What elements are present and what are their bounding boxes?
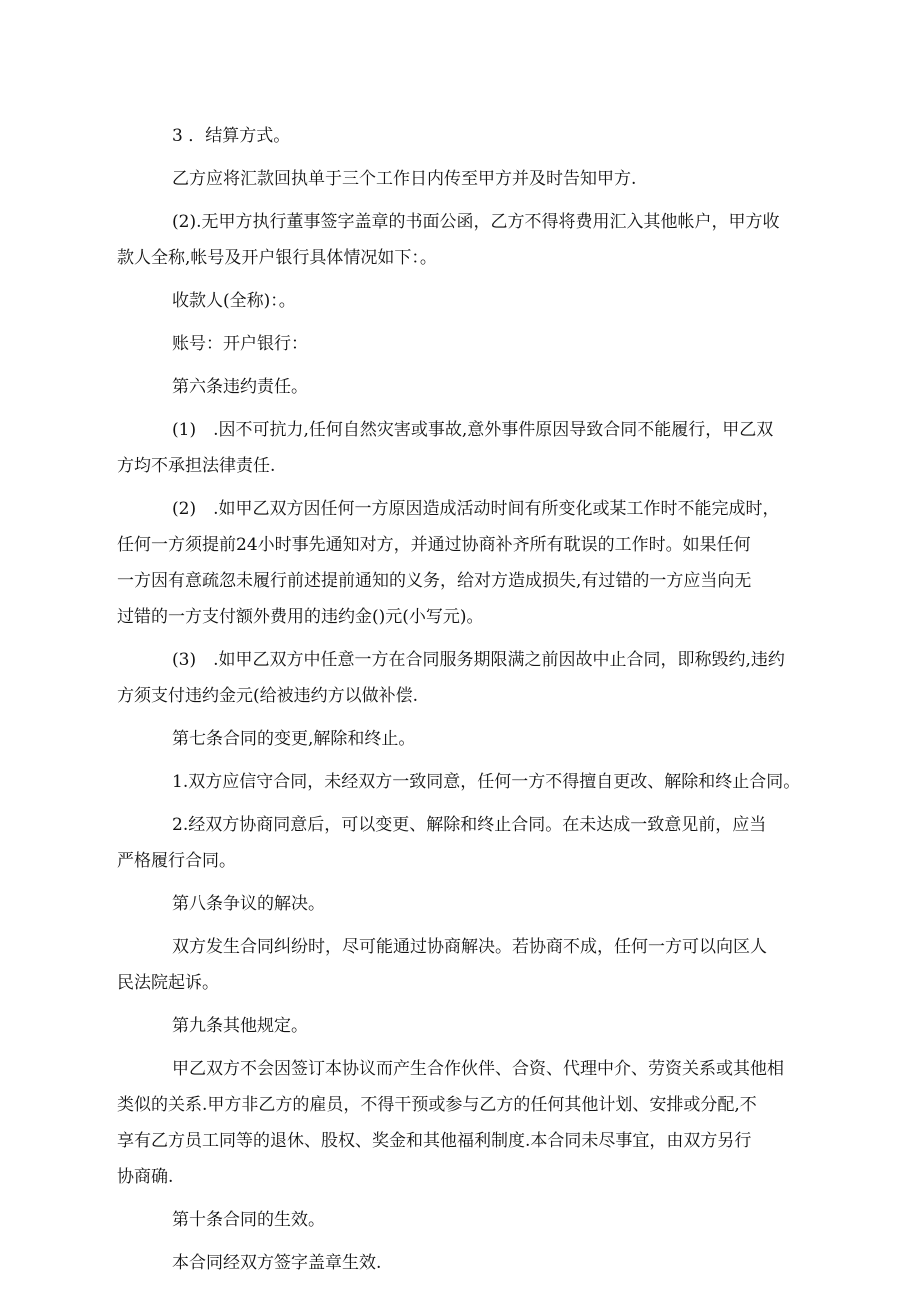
paragraph: [117, 412, 784, 484]
paragraph: [172, 1202, 784, 1238]
paragraph: [172, 1245, 784, 1281]
text-line: 过错的一方支付额外费用的违约金()元(小写元)。: [117, 607, 484, 627]
paragraph: [172, 161, 784, 197]
text-line: 一方因有意疏忽未履行前述提前通知的义务，给对方造成损失,有过错的一方应当向无: [117, 571, 752, 591]
paragraph: [172, 764, 801, 800]
text-line: 第八条争议的解决。: [172, 894, 325, 914]
text-line: 款人全称,帐号及开户银行具体情况如下：。: [117, 248, 437, 268]
paragraph: [117, 491, 784, 635]
text-line: 第六条违约责任。: [172, 377, 308, 397]
paragraph: [172, 118, 784, 154]
text-line: 乙方应将汇款回执单于三个工作日内传至甲方并及时告知甲方.: [172, 169, 637, 189]
paragraph: [117, 929, 784, 1001]
text-line: (3) .如甲乙双方中任意一方在合同服务期限满之前因故中止合同，即称毁约,违约: [172, 650, 785, 670]
text-line: 方须支付违约金元(给被违约方以做补偿.: [117, 686, 419, 706]
text-line: 类似的关系.甲方非乙方的雇员，不得干预或参与乙方的任何其他计划、安排或分配,不: [117, 1095, 757, 1115]
text-line: 第七条合同的变更,解除和终止。: [172, 729, 416, 749]
paragraph: [172, 283, 784, 319]
text-line: (2).无甲方执行董事签字盖章的书面公函，乙方不得将费用汇入其他帐户，甲方收: [172, 212, 780, 232]
text-line: 本合同经双方签字盖章生效.: [172, 1253, 382, 1273]
paragraph: [172, 1008, 784, 1044]
text-line: 甲乙双方不会因签订本协议而产生合作伙伴、合资、代理中介、劳资关系或其他相: [172, 1059, 784, 1079]
text-line: 1.双方应信守合同，未经双方一致同意，任何一方不得擅自更改、解除和终止合同。: [172, 772, 801, 792]
paragraph: [117, 204, 784, 276]
text-line: 3 ．结算方式。: [172, 126, 291, 146]
text-line: 第九条其他规定。: [172, 1016, 308, 1036]
text-line: 双方发生合同纠纷时，尽可能通过协商解决。若协商不成，任何一方可以向区人: [172, 937, 767, 957]
document-body: [117, 118, 801, 1281]
paragraph: [172, 721, 784, 757]
paragraph: [117, 1051, 784, 1195]
paragraph: [172, 369, 784, 405]
paragraph: [117, 642, 785, 714]
text-line: (2) .如甲乙双方因任何一方原因造成活动时间有所变化或某工作时不能完成时，: [172, 499, 780, 519]
paragraph: [172, 326, 784, 362]
text-line: 账号：开户银行：: [172, 334, 308, 354]
text-line: 严格履行合同。: [117, 851, 236, 871]
paragraph: [117, 807, 784, 879]
text-line: 收款人(全称)：。: [172, 291, 296, 311]
text-line: 第十条合同的生效。: [172, 1210, 325, 1230]
text-line: 任何一方须提前24小时事先通知对方，并通过协商补齐所有耽误的工作时。如果任何: [117, 535, 751, 555]
text-line: 协商确.: [117, 1167, 174, 1187]
text-line: 方均不承担法律责任.: [117, 456, 276, 476]
text-line: 2.经双方协商同意后，可以变更、解除和终止合同。在未达成一致意见前，应当: [172, 815, 767, 835]
text-line: 民法院起诉。: [117, 973, 219, 993]
text-line: 享有乙方员工同等的退休、股权、奖金和其他福利制度.本合同未尽事宜，由双方另行: [117, 1131, 752, 1151]
paragraph: [172, 886, 784, 922]
text-line: (1) .因不可抗力,任何自然灾害或事故,意外事件原因导致合同不能履行，甲乙双: [172, 420, 774, 440]
